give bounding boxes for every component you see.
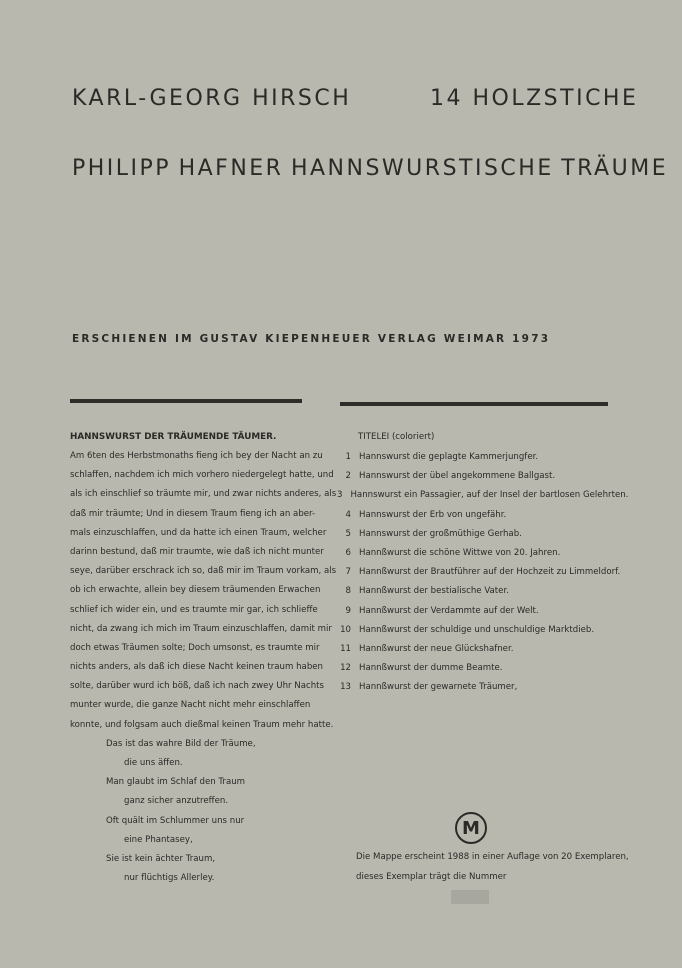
item-number: 4 xyxy=(345,509,351,520)
list-item xyxy=(337,506,627,525)
publisher-logo xyxy=(455,812,487,844)
item-number: 6 xyxy=(345,547,351,558)
item-text: Hannswurst der Erb von ungefähr. xyxy=(359,509,507,520)
list-item xyxy=(337,544,627,563)
list-item xyxy=(337,678,627,697)
verse-line: Oft quält im Schlummer uns nur xyxy=(106,815,245,826)
item-text: Hannßwurst die schöne Wittwe von 20. Jahren. xyxy=(359,547,561,558)
prose-line: darinn bestund, daß mir traumte, wie daß ich nicht munter xyxy=(70,546,324,557)
item-text: Hannßwurst der schuldige und unschuldige Marktdieb. xyxy=(359,624,595,635)
item-number: 8 xyxy=(345,586,351,597)
verse-line: Sie ist kein ächter Traum, xyxy=(106,853,216,864)
prose-line: nichts anders, als daß ich diese Nacht keinen traum haben xyxy=(70,662,324,673)
contents-list xyxy=(337,427,627,697)
item-number: 7 xyxy=(345,567,351,578)
item-text: Hannßwurst der dumme Beamte. xyxy=(359,663,503,674)
list-item xyxy=(337,486,627,505)
left-column-title: HANNSWURST DER TRÄUMENDE TÄUMER. xyxy=(70,432,277,442)
verse-line: Man glaubt im Schlaf den Traum xyxy=(106,777,246,788)
list-item xyxy=(337,621,627,640)
prose-line: doch etwas Träumen solte; Doch umsonst, es traumte mir xyxy=(70,642,320,653)
item-number: 10 xyxy=(340,624,351,635)
left-text-column xyxy=(70,427,337,888)
verse-line: eine Phantasey, xyxy=(124,834,193,845)
list-item xyxy=(337,659,627,678)
item-number: 13 xyxy=(340,682,351,693)
prose-line: Am 6ten des Herbstmonaths fieng ich bey der Nacht an zu xyxy=(70,451,323,461)
contents-title: TITELEI (coloriert) xyxy=(358,432,435,442)
list-item xyxy=(337,582,627,601)
item-text: Hannßwurst der gewarnete Träumer, xyxy=(359,682,518,693)
prose-line: seye, darüber erschrack ich so, daß mir im Traum vorkam, als xyxy=(70,566,337,577)
item-number: 2 xyxy=(345,471,351,482)
edition-note-line1: Die Mappe erscheint 1988 in einer Auflage von 20 Exemplaren, xyxy=(356,852,629,862)
item-text: Hannßwurst der neue Glückshafner. xyxy=(359,643,514,654)
item-text: Hannßwurst der Brautführer auf der Hochzeit zu Limmeldorf. xyxy=(359,567,621,578)
prose-line: schlaffen, nachdem ich mich vorhero niedergelegt hatte, und xyxy=(70,470,334,481)
prose-line: schlief ich wider ein, und es traumte mir gar, ich schlieffe xyxy=(70,604,318,615)
prose-line: ob ich erwachte, allein bey diesem träumenden Erwachen xyxy=(70,585,321,596)
prose-line: daß mir träumte; Und in diesem Traum fieng ich an aber- xyxy=(70,508,316,519)
author-name: KARL-GEORG HIRSCH xyxy=(72,86,352,111)
list-item xyxy=(337,448,627,467)
prose-line: konnte, und folgsam auch dießmal keinen Traum mehr hatte. xyxy=(70,719,334,730)
work-type: 14 HOLZSTICHE xyxy=(430,86,639,111)
prose-line: solte, darüber wurd ich böß, daß ich nach zwey Uhr Nachts xyxy=(70,681,325,692)
item-number: 1 xyxy=(345,452,351,462)
verse-line: Das ist das wahre Bild der Träume, xyxy=(106,738,256,749)
prose-line: als ich einschlief so träumte mir, und zwar nichts anderes, als xyxy=(70,489,337,500)
item-number: 3 xyxy=(337,490,343,501)
prose-line: mals einzuschlaffen, und da hatte ich einen Traum, welcher xyxy=(70,527,327,538)
item-text: Hannßwurst der Verdammte auf der Welt. xyxy=(359,605,539,616)
item-text: Hannswurst ein Passagier, auf der Insel der bartlosen Gelehrten. xyxy=(350,490,629,501)
list-item xyxy=(337,563,627,582)
verse-line: die uns äffen. xyxy=(124,758,183,768)
item-text: Hannswurst der übel angekommene Ballgast. xyxy=(359,471,556,482)
publisher-line: ERSCHIENEN IM GUSTAV KIEPENHEUER VERLAG WEIMAR 1973 xyxy=(72,333,551,345)
verse-block xyxy=(70,735,302,889)
list-item xyxy=(337,602,627,621)
left-rule xyxy=(70,399,302,403)
item-text: Hannßwurst der bestialische Vater. xyxy=(359,586,509,597)
edition-note-line2: dieses Exemplar trägt die Nummer xyxy=(356,872,507,882)
item-number: 11 xyxy=(340,643,351,654)
logo-letter: M xyxy=(462,817,480,839)
prose-line: nicht, da zwang ich mich im Traum einzuschlaffen, damit mir xyxy=(70,623,332,634)
list-item xyxy=(337,640,627,659)
prose-line: munter wurde, die ganze Nacht nicht mehr einschlaffen xyxy=(70,700,311,711)
verse-line: ganz sicher anzutreffen. xyxy=(124,796,229,807)
subject-title: PHILIPP HAFNER HANNSWURSTISCHE TRÄUME xyxy=(72,156,669,181)
item-text: Hannswurst die geplagte Kammerjungfer. xyxy=(359,452,539,462)
item-number: 9 xyxy=(345,605,351,616)
item-text: Hannswurst der großmüthige Gerhab. xyxy=(359,528,522,539)
list-item xyxy=(337,467,627,486)
verse-line: nur flüchtigs Allerley. xyxy=(124,873,215,884)
edition-number-stamp xyxy=(451,890,489,904)
prose-paragraph xyxy=(70,447,337,735)
list-item xyxy=(337,525,627,544)
item-number: 5 xyxy=(345,528,351,539)
right-rule xyxy=(340,402,608,406)
item-number: 12 xyxy=(340,663,351,674)
